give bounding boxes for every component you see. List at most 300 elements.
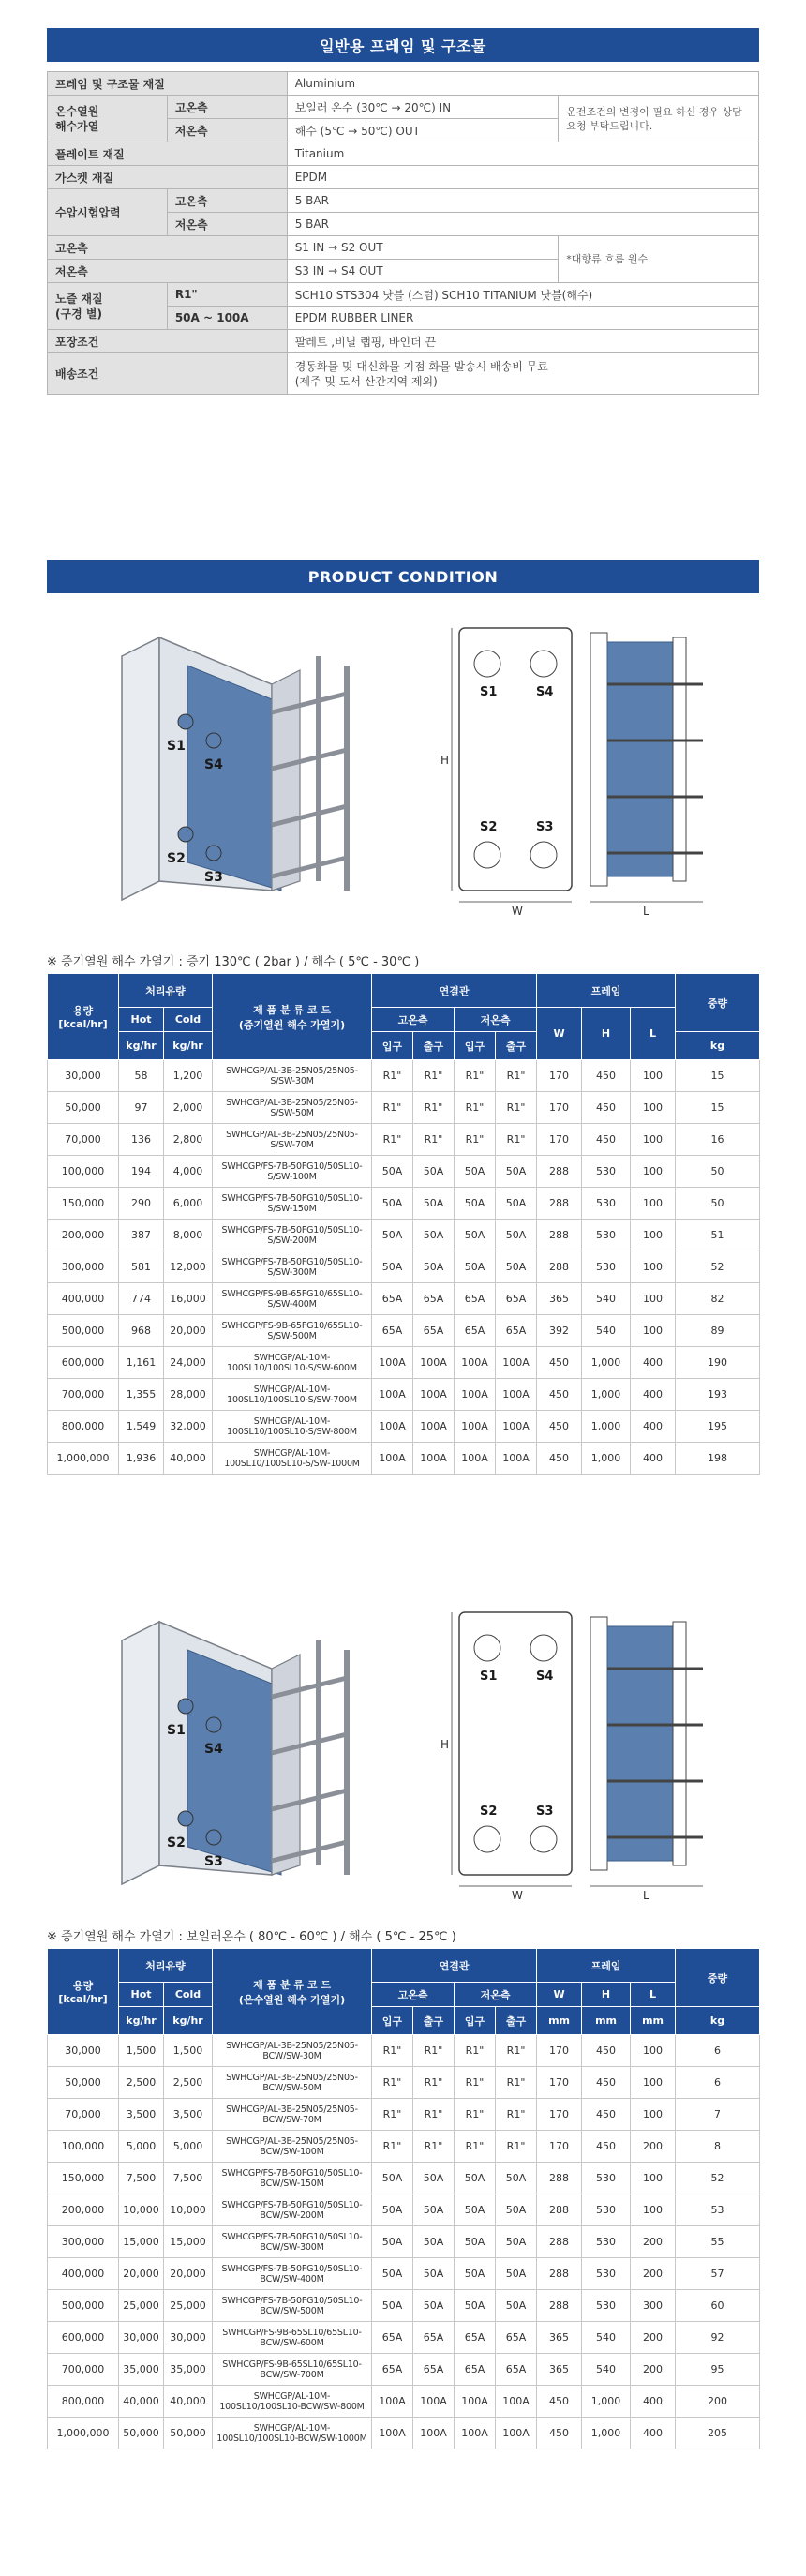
cell-frame-w: 392	[537, 1315, 582, 1347]
cell-frame-l: 100	[631, 2035, 676, 2067]
cell-frame-h: 1,000	[582, 1379, 631, 1411]
cell-weight: 50	[676, 1188, 760, 1220]
table-row	[48, 2194, 760, 2226]
cell-cold-flow: 40,000	[164, 2386, 213, 2418]
th2-hot-unit: kg/hr	[119, 2007, 164, 2035]
cell-hot-inlet: 65A	[372, 2322, 413, 2354]
nozzle-r1-label: R1"	[167, 283, 287, 307]
th-cold-inlet: 입구	[455, 1032, 496, 1060]
th-cold-outlet: 출구	[496, 1032, 537, 1060]
cell-hot-flow: 30,000	[119, 2322, 164, 2354]
cell-hot-flow: 968	[119, 1315, 164, 1347]
cell-cold-flow: 40,000	[164, 1443, 213, 1475]
cell-frame-l: 400	[631, 1347, 676, 1379]
table-row	[48, 2418, 760, 2449]
cell-hot-flow: 136	[119, 1124, 164, 1156]
heat-exchanger-illustration-2	[47, 1594, 759, 1903]
cell-product-code: SWHCGP/AL-3B-25N05/25N05-S/SW-50M	[213, 1092, 372, 1124]
cell-cold-outlet: R1"	[496, 2099, 537, 2131]
cell-capacity: 300,000	[48, 1251, 119, 1283]
cell-hot-outlet: 50A	[413, 2290, 455, 2322]
cell-cold-inlet: 50A	[455, 2258, 496, 2290]
cell-frame-l: 200	[631, 2322, 676, 2354]
cell-hot-inlet: 65A	[372, 1283, 413, 1315]
table-row	[48, 2131, 760, 2163]
cell-capacity: 200,000	[48, 1220, 119, 1251]
section-title-product-condition: PRODUCT CONDITION	[47, 560, 759, 593]
cell-product-code: SWHCGP/AL-3B-25N05/25N05-BCW/SW-70M	[213, 2099, 372, 2131]
cell-cold-flow: 1,500	[164, 2035, 213, 2067]
cell-frame-w: 170	[537, 2067, 582, 2099]
cell-cold-outlet: 50A	[496, 1220, 537, 1251]
cell-frame-l: 100	[631, 2099, 676, 2131]
cell-cold-flow: 2,500	[164, 2067, 213, 2099]
table-row	[48, 1283, 760, 1315]
cell-frame-l: 100	[631, 1124, 676, 1156]
cell-hot-outlet: 50A	[413, 2226, 455, 2258]
cell-cold-inlet: 100A	[455, 1347, 496, 1379]
cell-cold-flow: 1,200	[164, 1060, 213, 1092]
plate-label: 플레이트 재질	[48, 142, 288, 166]
cell-capacity: 800,000	[48, 2386, 119, 2418]
cell-capacity: 400,000	[48, 2258, 119, 2290]
hot-flow-label: 고온측	[48, 236, 288, 260]
cell-hot-outlet: R1"	[413, 1060, 455, 1092]
cell-cold-flow: 24,000	[164, 1347, 213, 1379]
cell-cold-flow: 2,800	[164, 1124, 213, 1156]
cell-hot-flow: 15,000	[119, 2226, 164, 2258]
cell-hot-outlet: R1"	[413, 2099, 455, 2131]
cell-cold-inlet: 50A	[455, 2194, 496, 2226]
th2-l-unit: mm	[631, 2007, 676, 2035]
cell-cold-inlet: 50A	[455, 2226, 496, 2258]
cell-frame-h: 530	[582, 1188, 631, 1220]
cell-cold-flow: 7,500	[164, 2163, 213, 2194]
cell-capacity: 100,000	[48, 2131, 119, 2163]
product-table-steam	[47, 973, 760, 1475]
cell-frame-h: 1,000	[582, 1347, 631, 1379]
cell-hot-inlet: 100A	[372, 1443, 413, 1475]
cell-frame-w: 170	[537, 2131, 582, 2163]
cell-cold-inlet: 65A	[455, 1283, 496, 1315]
table-row	[48, 2035, 760, 2067]
cell-cold-flow: 8,000	[164, 1220, 213, 1251]
gasket-value: EPDM	[287, 166, 758, 189]
cell-product-code: SWHCGP/AL-10M-100SL10/100SL10-BCW/SW-1000M	[213, 2418, 372, 2449]
cold-side-label: 저온측	[167, 119, 287, 142]
cell-capacity: 50,000	[48, 1092, 119, 1124]
cell-frame-w: 170	[537, 1124, 582, 1156]
cell-frame-l: 100	[631, 1092, 676, 1124]
th2-weight-unit: kg	[676, 2007, 760, 2035]
cell-cold-outlet: 50A	[496, 1188, 537, 1220]
cell-cold-flow: 32,000	[164, 1411, 213, 1443]
cell-product-code: SWHCGP/FS-7B-50FG10/50SL10-BCW/SW-500M	[213, 2290, 372, 2322]
nozzle-label: 노즐 재질 (구경 별)	[48, 283, 168, 330]
cell-frame-h: 530	[582, 2290, 631, 2322]
drawing-label-s3-2: S3	[536, 1805, 554, 1819]
table-row	[48, 1347, 760, 1379]
cell-product-code: SWHCGP/FS-9B-65SL10/65SL10-BCW/SW-600M	[213, 2322, 372, 2354]
pressure-hot-value: 5 BAR	[287, 189, 758, 213]
cell-frame-w: 450	[537, 2386, 582, 2418]
table-row	[48, 2226, 760, 2258]
cell-hot-flow: 50,000	[119, 2418, 164, 2449]
product-figure-2	[47, 1594, 759, 1903]
cell-hot-inlet: R1"	[372, 2099, 413, 2131]
th2-cold-outlet: 출구	[496, 2007, 537, 2035]
cell-product-code: SWHCGP/AL-3B-25N05/25N05-BCW/SW-30M	[213, 2035, 372, 2067]
drawing-label-s1: S1	[480, 685, 498, 699]
table-row	[48, 2290, 760, 2322]
cell-hot-inlet: 50A	[372, 2194, 413, 2226]
cell-frame-w: 170	[537, 2099, 582, 2131]
cell-hot-inlet: 50A	[372, 2163, 413, 2194]
cell-hot-inlet: 50A	[372, 1156, 413, 1188]
cell-hot-flow: 774	[119, 1283, 164, 1315]
cell-frame-w: 450	[537, 1347, 582, 1379]
cell-frame-l: 100	[631, 1060, 676, 1092]
cell-capacity: 150,000	[48, 1188, 119, 1220]
cell-cold-inlet: 100A	[455, 1379, 496, 1411]
cell-cold-flow: 3,500	[164, 2099, 213, 2131]
cell-cold-outlet: 50A	[496, 2163, 537, 2194]
cell-weight: 198	[676, 1443, 760, 1475]
th2-hot-outlet: 출구	[413, 2007, 455, 2035]
cell-hot-outlet: 100A	[413, 2386, 455, 2418]
label-s4: S4	[204, 757, 223, 772]
drawing-label-s2-2: S2	[480, 1805, 498, 1819]
cell-hot-inlet: R1"	[372, 1060, 413, 1092]
cell-cold-flow: 30,000	[164, 2322, 213, 2354]
cell-hot-outlet: 100A	[413, 1379, 455, 1411]
cell-frame-h: 530	[582, 2226, 631, 2258]
cell-weight: 8	[676, 2131, 760, 2163]
cell-cold-flow: 25,000	[164, 2290, 213, 2322]
table-row	[48, 1379, 760, 1411]
cell-cold-outlet: R1"	[496, 2035, 537, 2067]
cell-frame-l: 100	[631, 1188, 676, 1220]
cell-hot-outlet: 50A	[413, 1188, 455, 1220]
cell-hot-outlet: R1"	[413, 2131, 455, 2163]
pressure-hot-label: 고온측	[167, 189, 287, 213]
cell-frame-h: 450	[582, 2067, 631, 2099]
cell-frame-h: 530	[582, 1220, 631, 1251]
cell-frame-h: 530	[582, 2258, 631, 2290]
cell-cold-outlet: 50A	[496, 2290, 537, 2322]
cell-weight: 6	[676, 2035, 760, 2067]
th-hot-inlet: 입구	[372, 1032, 413, 1060]
cell-cold-flow: 16,000	[164, 1283, 213, 1315]
table-row	[48, 1092, 760, 1124]
th2-l: L	[631, 1983, 676, 2007]
cell-cold-flow: 12,000	[164, 1251, 213, 1283]
cell-cold-flow: 35,000	[164, 2354, 213, 2386]
table-row	[48, 2354, 760, 2386]
cell-weight: 190	[676, 1347, 760, 1379]
cell-weight: 52	[676, 2163, 760, 2194]
cell-frame-w: 288	[537, 1220, 582, 1251]
cell-capacity: 500,000	[48, 1315, 119, 1347]
cell-weight: 82	[676, 1283, 760, 1315]
cell-hot-inlet: 100A	[372, 1411, 413, 1443]
cell-weight: 92	[676, 2322, 760, 2354]
cell-frame-h: 450	[582, 1092, 631, 1124]
cell-cold-flow: 4,000	[164, 1156, 213, 1188]
cell-cold-outlet: 65A	[496, 2354, 537, 2386]
cell-hot-inlet: 50A	[372, 2290, 413, 2322]
cell-capacity: 30,000	[48, 1060, 119, 1092]
cell-frame-l: 200	[631, 2258, 676, 2290]
label-s2: S2	[167, 851, 186, 866]
table-row	[48, 1188, 760, 1220]
table-row	[48, 1315, 760, 1347]
product-table-hot-water	[47, 1948, 760, 2449]
label-s4-2: S4	[204, 1742, 223, 1757]
cell-cold-flow: 28,000	[164, 1379, 213, 1411]
cell-capacity: 700,000	[48, 1379, 119, 1411]
label-s3: S3	[204, 870, 223, 885]
cell-capacity: 30,000	[48, 2035, 119, 2067]
cell-cold-inlet: 65A	[455, 2322, 496, 2354]
th-h: H	[582, 1008, 631, 1060]
cell-frame-h: 450	[582, 1060, 631, 1092]
cell-hot-outlet: 50A	[413, 2258, 455, 2290]
cell-product-code: SWHCGP/AL-10M-100SL10/100SL10-S/SW-800M	[213, 1411, 372, 1443]
table1-body	[48, 1060, 760, 1475]
th-flow: 처리유량	[119, 974, 213, 1008]
cold-flow-label: 저온측	[48, 260, 288, 283]
dimension-h-2: H	[440, 1738, 450, 1751]
cell-frame-w: 288	[537, 2226, 582, 2258]
cell-frame-l: 100	[631, 1156, 676, 1188]
cell-product-code: SWHCGP/AL-3B-25N05/25N05-BCW/SW-50M	[213, 2067, 372, 2099]
cell-cold-outlet: R1"	[496, 1060, 537, 1092]
cell-hot-inlet: R1"	[372, 1092, 413, 1124]
cell-frame-h: 450	[582, 2131, 631, 2163]
cell-frame-l: 100	[631, 2194, 676, 2226]
cell-weight: 52	[676, 1251, 760, 1283]
cell-cold-inlet: 50A	[455, 1156, 496, 1188]
cell-cold-flow: 5,000	[164, 2131, 213, 2163]
delivery-value: 경동화물 및 대신화물 지점 화물 발송시 배송비 무료 (제주 및 도서 산간지역 제외)	[287, 353, 758, 395]
table2-body	[48, 2035, 760, 2449]
th2-flow: 처리유량	[119, 1949, 213, 1983]
cell-hot-flow: 1,500	[119, 2035, 164, 2067]
cell-capacity: 50,000	[48, 2067, 119, 2099]
cell-weight: 51	[676, 1220, 760, 1251]
table-row	[48, 2258, 760, 2290]
hot-side-label: 고온측	[167, 96, 287, 119]
cell-product-code: SWHCGP/FS-7B-50FG10/50SL10-BCW/SW-400M	[213, 2258, 372, 2290]
th-frame: 프레임	[537, 974, 676, 1008]
cell-hot-flow: 25,000	[119, 2290, 164, 2322]
cell-frame-h: 1,000	[582, 2386, 631, 2418]
table-row	[48, 2163, 760, 2194]
cell-hot-inlet: 50A	[372, 1251, 413, 1283]
cell-frame-w: 170	[537, 1060, 582, 1092]
cell-hot-inlet: 50A	[372, 2226, 413, 2258]
th-cold-unit: kg/hr	[164, 1032, 213, 1060]
cell-capacity: 100,000	[48, 1156, 119, 1188]
cell-frame-h: 540	[582, 1283, 631, 1315]
cell-frame-w: 365	[537, 2354, 582, 2386]
th-hot: Hot	[119, 1008, 164, 1032]
table1-caption: ※ 증기열원 해수 가열기 : 증기 130℃ ( 2bar ) / 해수 ( 5℃ - 30℃ )	[47, 955, 420, 969]
cell-cold-inlet: R1"	[455, 2035, 496, 2067]
cell-hot-outlet: 50A	[413, 1220, 455, 1251]
section-title-frame: 일반용 프레임 및 구조물	[47, 28, 759, 62]
cell-product-code: SWHCGP/AL-3B-25N05/25N05-BCW/SW-100M	[213, 2131, 372, 2163]
cell-cold-inlet: 50A	[455, 1188, 496, 1220]
table-row	[48, 1060, 760, 1092]
cell-weight: 50	[676, 1156, 760, 1188]
cell-cold-inlet: 50A	[455, 1220, 496, 1251]
cell-weight: 195	[676, 1411, 760, 1443]
dimension-h: H	[440, 754, 450, 767]
cell-hot-inlet: R1"	[372, 2035, 413, 2067]
label-s2-2: S2	[167, 1835, 186, 1850]
th2-h: H	[582, 1983, 631, 2007]
th-hot-unit: kg/hr	[119, 1032, 164, 1060]
cell-weight: 15	[676, 1092, 760, 1124]
cell-cold-outlet: 100A	[496, 2418, 537, 2449]
cell-frame-l: 400	[631, 1411, 676, 1443]
hot-note: 운전조건의 변경이 필요 하신 경우 상담요청 부탁드립니다.	[559, 96, 759, 142]
cell-frame-h: 1,000	[582, 1411, 631, 1443]
th-weight: 중량	[676, 974, 760, 1032]
cell-frame-l: 100	[631, 1283, 676, 1315]
cell-frame-w: 450	[537, 1443, 582, 1475]
cell-cold-outlet: 65A	[496, 1283, 537, 1315]
cell-hot-outlet: R1"	[413, 2067, 455, 2099]
spec-table	[47, 71, 759, 395]
cell-frame-w: 288	[537, 1251, 582, 1283]
cell-cold-inlet: R1"	[455, 2067, 496, 2099]
cell-hot-inlet: 100A	[372, 1379, 413, 1411]
cell-product-code: SWHCGP/AL-10M-100SL10/100SL10-S/SW-700M	[213, 1379, 372, 1411]
drawing-label-s4: S4	[536, 685, 554, 699]
cell-product-code: SWHCGP/AL-10M-100SL10/100SL10-S/SW-600M	[213, 1347, 372, 1379]
cell-weight: 53	[676, 2194, 760, 2226]
cell-frame-l: 100	[631, 1251, 676, 1283]
cell-capacity: 600,000	[48, 1347, 119, 1379]
cell-cold-outlet: 65A	[496, 2322, 537, 2354]
cell-hot-inlet: 50A	[372, 1188, 413, 1220]
cell-hot-flow: 10,000	[119, 2194, 164, 2226]
th2-frame: 프레임	[537, 1949, 676, 1983]
cell-frame-h: 540	[582, 1315, 631, 1347]
cell-frame-w: 170	[537, 1092, 582, 1124]
table-row	[48, 1443, 760, 1475]
cell-frame-w: 365	[537, 1283, 582, 1315]
th2-w: W	[537, 1983, 582, 2007]
cell-hot-flow: 290	[119, 1188, 164, 1220]
th-cold: Cold	[164, 1008, 213, 1032]
cell-cold-outlet: 65A	[496, 1315, 537, 1347]
cell-frame-l: 100	[631, 2163, 676, 2194]
cell-frame-l: 100	[631, 1220, 676, 1251]
cell-cold-inlet: 65A	[455, 1315, 496, 1347]
cell-frame-w: 450	[537, 2418, 582, 2449]
th-conn-cold: 저온측	[455, 1008, 537, 1032]
cell-frame-w: 288	[537, 1188, 582, 1220]
cell-product-code: SWHCGP/AL-10M-100SL10/100SL10-BCW/SW-800M	[213, 2386, 372, 2418]
cell-hot-inlet: 65A	[372, 1315, 413, 1347]
cell-cold-flow: 2,000	[164, 1092, 213, 1124]
cell-frame-l: 200	[631, 2354, 676, 2386]
cell-product-code: SWHCGP/FS-9B-65FG10/65SL10-S/SW-500M	[213, 1315, 372, 1347]
drawing-label-s1-2: S1	[480, 1670, 498, 1684]
cell-frame-l: 300	[631, 2290, 676, 2322]
cell-hot-outlet: R1"	[413, 1124, 455, 1156]
cell-hot-flow: 1,549	[119, 1411, 164, 1443]
cell-hot-flow: 97	[119, 1092, 164, 1124]
cell-cold-outlet: R1"	[496, 1092, 537, 1124]
cell-frame-h: 450	[582, 2099, 631, 2131]
table-row	[48, 1411, 760, 1443]
cell-product-code: SWHCGP/FS-7B-50FG10/50SL10-S/SW-100M	[213, 1156, 372, 1188]
cell-hot-flow: 20,000	[119, 2258, 164, 2290]
th2-weight: 중량	[676, 1949, 760, 2007]
cell-frame-h: 530	[582, 2163, 631, 2194]
cell-capacity: 800,000	[48, 1411, 119, 1443]
cell-frame-w: 450	[537, 1379, 582, 1411]
th-connection: 연결관	[372, 974, 537, 1008]
cell-hot-inlet: R1"	[372, 1124, 413, 1156]
cell-product-code: SWHCGP/FS-7B-50FG10/50SL10-BCW/SW-300M	[213, 2226, 372, 2258]
cell-cold-inlet: R1"	[455, 2099, 496, 2131]
cell-cold-outlet: 50A	[496, 2258, 537, 2290]
cell-capacity: 600,000	[48, 2322, 119, 2354]
cell-capacity: 1,000,000	[48, 1443, 119, 1475]
pressure-label: 수압시험압력	[48, 189, 168, 236]
cell-product-code: SWHCGP/FS-7B-50FG10/50SL10-S/SW-200M	[213, 1220, 372, 1251]
cell-cold-outlet: 100A	[496, 1347, 537, 1379]
cell-hot-flow: 2,500	[119, 2067, 164, 2099]
cell-cold-inlet: R1"	[455, 1060, 496, 1092]
cell-hot-outlet: 50A	[413, 1156, 455, 1188]
drawing-label-s2: S2	[480, 820, 498, 834]
cell-hot-outlet: 65A	[413, 1283, 455, 1315]
cell-frame-h: 450	[582, 2035, 631, 2067]
cell-cold-outlet: R1"	[496, 1124, 537, 1156]
cell-product-code: SWHCGP/AL-3B-25N05/25N05-S/SW-70M	[213, 1124, 372, 1156]
cell-capacity: 700,000	[48, 2354, 119, 2386]
table2-caption: ※ 증기열원 해수 가열기 : 보일러온수 ( 80℃ - 60℃ ) / 해수 ( 5℃ - 25℃ )	[47, 1930, 456, 1944]
th2-connection: 연결관	[372, 1949, 537, 1983]
cell-weight: 7	[676, 2099, 760, 2131]
cell-product-code: SWHCGP/FS-9B-65SL10/65SL10-BCW/SW-700M	[213, 2354, 372, 2386]
cell-product-code: SWHCGP/FS-7B-50FG10/50SL10-S/SW-300M	[213, 1251, 372, 1283]
cell-cold-outlet: R1"	[496, 2067, 537, 2099]
cell-capacity: 1,000,000	[48, 2418, 119, 2449]
table-row	[48, 2067, 760, 2099]
cell-hot-flow: 58	[119, 1060, 164, 1092]
cell-cold-inlet: 50A	[455, 2163, 496, 2194]
cell-cold-inlet: 100A	[455, 1443, 496, 1475]
cell-frame-h: 540	[582, 2322, 631, 2354]
cell-weight: 89	[676, 1315, 760, 1347]
cell-cold-flow: 15,000	[164, 2226, 213, 2258]
cell-cold-outlet: R1"	[496, 2131, 537, 2163]
cell-frame-l: 400	[631, 1379, 676, 1411]
packing-value: 팔레트 ,비닐 랩핑, 바인더 끈	[287, 330, 758, 353]
cell-frame-h: 530	[582, 1156, 631, 1188]
th2-capacity: 용량 [kcal/hr]	[48, 1949, 119, 2035]
cell-cold-outlet: 100A	[496, 1411, 537, 1443]
cell-hot-inlet: R1"	[372, 2131, 413, 2163]
